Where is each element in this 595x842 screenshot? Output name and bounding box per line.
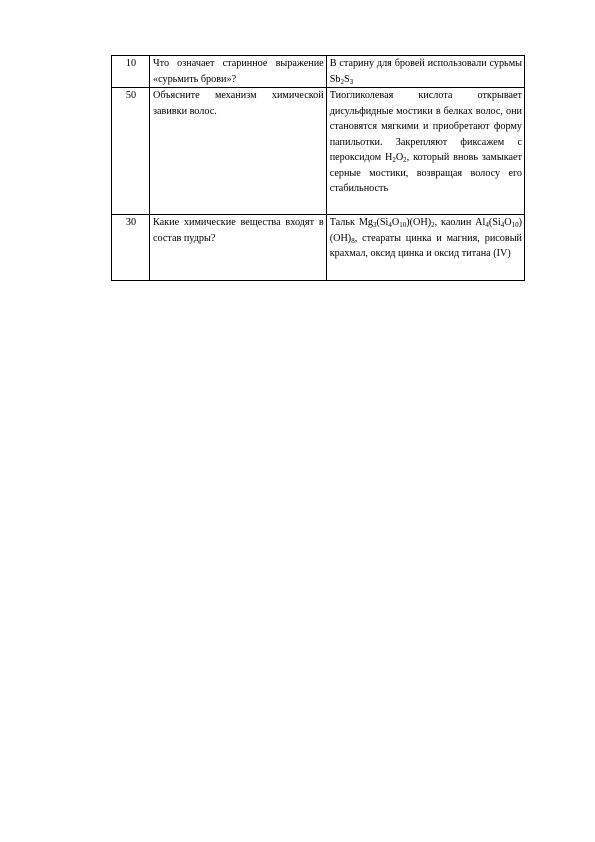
chemical-formula: $H_2O_2$ bbox=[384, 152, 407, 164]
chemical-formula: $Mg_3(Si_4O_{10})(OH)_2$ bbox=[358, 217, 435, 229]
question-cell: Какие химические вещества входят в состав пудры? bbox=[150, 215, 327, 281]
table-row bbox=[112, 215, 525, 281]
answer-cell bbox=[326, 56, 524, 88]
answer-text: Тальк bbox=[329, 217, 359, 228]
quiz-answer-table bbox=[111, 55, 525, 281]
question-cell: Что означает старинное выражение «сурьмить брови»? bbox=[150, 56, 327, 88]
answer-cell bbox=[326, 215, 524, 281]
points-cell: 30 bbox=[112, 215, 150, 281]
table-row bbox=[112, 88, 525, 215]
question-cell: Объясните механизм химической завивки волос. bbox=[150, 88, 327, 215]
answer-text: , стеараты цинка и магния, рисовый крахмал, оксид цинка и оксид титана (IV) bbox=[329, 232, 522, 259]
chemical-formula: $Al_4(Si_4O_{10})(OH)_8$ bbox=[329, 217, 523, 245]
answer-text: Тиогликолевая кислота открывает дисульфидные мостики в белках волос, они становятся мягкими и приобретают форму папильотки. Закрепляют фиксажем с пероксидом bbox=[329, 90, 522, 163]
points-cell: 10 bbox=[112, 56, 150, 88]
answer-text: , который вновь замыкает серные мостики, возвращая волосу его стабильность bbox=[329, 152, 522, 194]
chemical-formula: $Sb_2S_3$ bbox=[329, 73, 354, 86]
table-row bbox=[112, 56, 525, 88]
answer-text: В старину для бровей использовали сурьмы bbox=[329, 58, 522, 69]
answer-text: , каолин bbox=[434, 217, 476, 228]
points-cell: 50 bbox=[112, 88, 150, 215]
answer-cell bbox=[326, 88, 524, 215]
